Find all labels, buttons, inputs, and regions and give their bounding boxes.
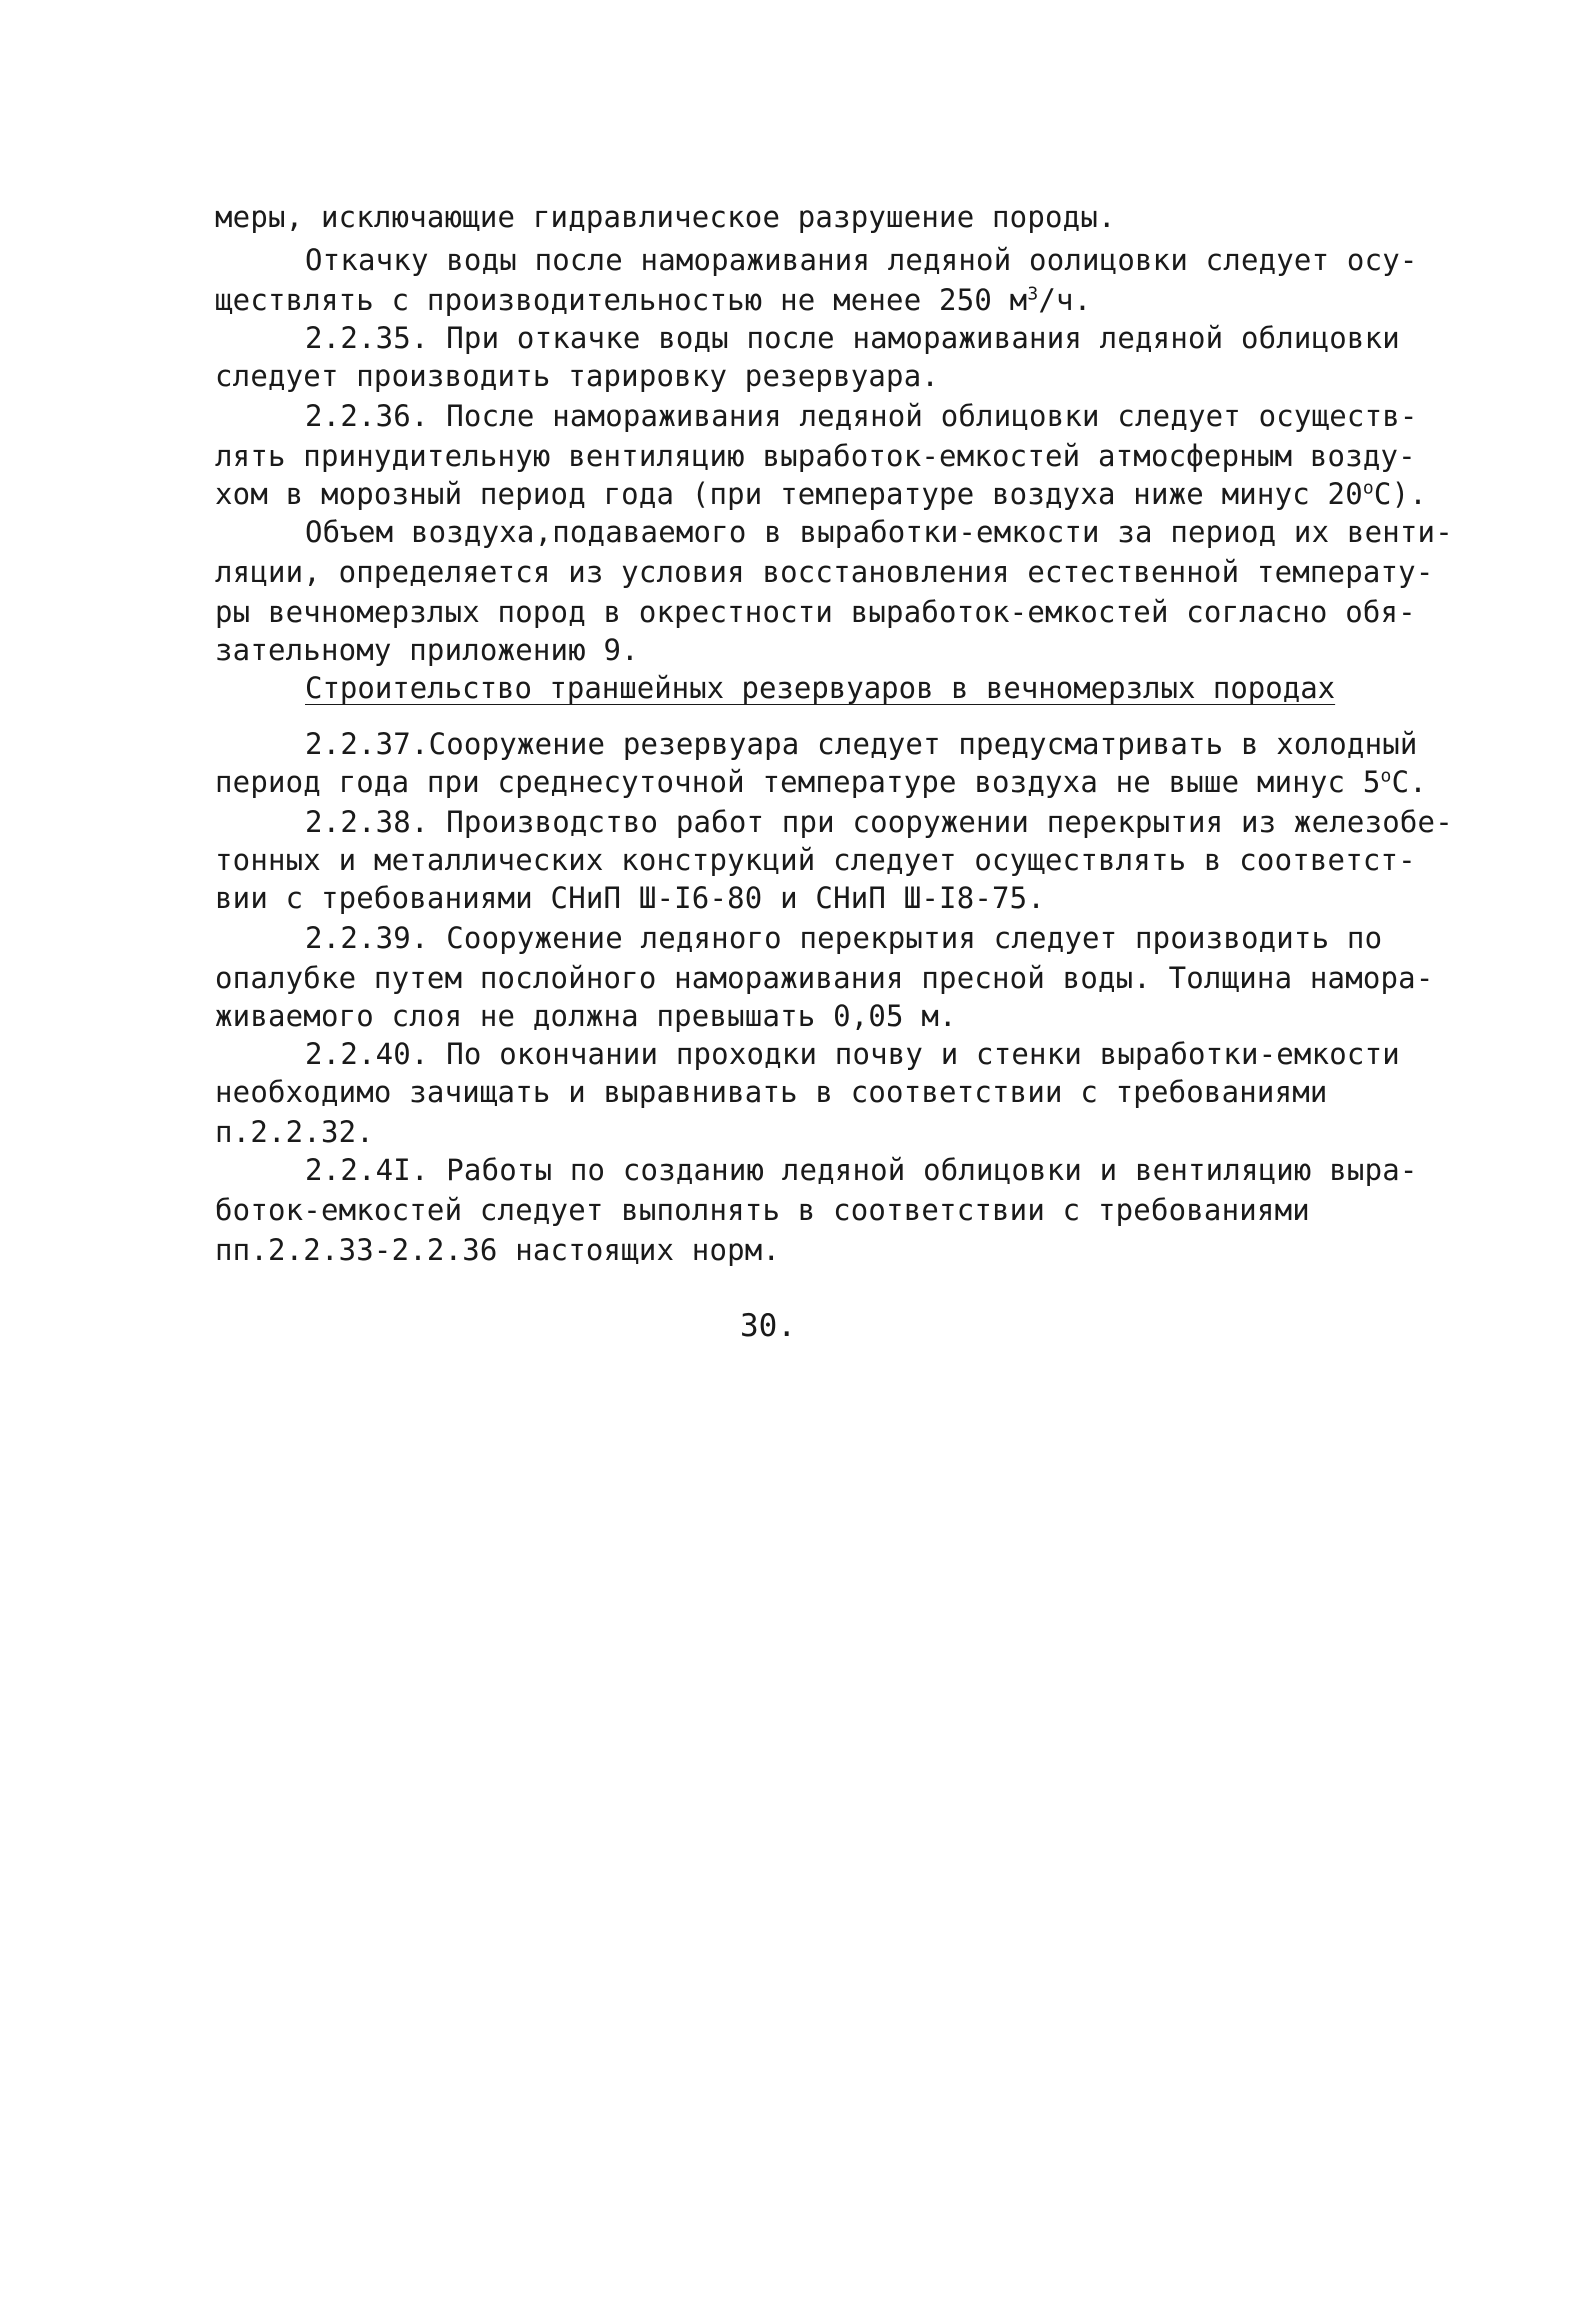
text-segment: С. bbox=[1391, 765, 1427, 799]
superscript: 3 bbox=[1027, 283, 1039, 305]
text-line: зательному приложению 9. bbox=[215, 633, 639, 667]
text-line: 2.2.37.Сооружение резервуара следует предусматривать в холодный bbox=[305, 727, 1418, 761]
text-line: Откачку воды после намораживания ледяной оолицовки следует осу- bbox=[305, 243, 1418, 277]
text-line: 2.2.4I. Работы по созданию ледяной облицовки и вентиляцию выра- bbox=[305, 1153, 1418, 1187]
text-line bbox=[215, 762, 1427, 802]
text-segment: хом в морозный период года (при температуре воздуха ниже минус 20 bbox=[215, 477, 1363, 511]
text-line bbox=[215, 474, 1427, 514]
superscript: о bbox=[1380, 765, 1392, 787]
page-number: 30. bbox=[740, 1308, 796, 1344]
text-line: боток-емкостей следует выполнять в соответствии с требованиями bbox=[215, 1193, 1310, 1227]
superscript: о bbox=[1362, 477, 1374, 499]
text-line: живаемого слоя не должна превышать 0,05 м. bbox=[215, 999, 957, 1033]
text-line: вии с требованиями СНиП Ш-I6-80 и СНиП Ш-I8-75. bbox=[215, 881, 1045, 915]
text-line: п.2.2.32. bbox=[215, 1115, 374, 1149]
text-line: 2.2.35. При откачке воды после намораживания ледяной облицовки bbox=[305, 321, 1400, 355]
text-line: 2.2.39. Сооружение ледяного перекрытия следует производить по bbox=[305, 921, 1383, 955]
text-line: 2.2.38. Производство работ при сооружении перекрытия из железобе- bbox=[305, 805, 1453, 839]
text-line: следует производить тарировку резервуара. bbox=[215, 359, 940, 393]
text-line: необходимо зачищать и выравнивать в соответствии с требованиями bbox=[215, 1075, 1328, 1109]
text-line: ры вечномерзлых пород в окрестности выработок-емкостей согласно обя- bbox=[215, 595, 1416, 629]
text-line: опалубке путем послойного намораживания пресной воды. Толщина намора- bbox=[215, 961, 1434, 995]
text-segment: /ч. bbox=[1038, 283, 1092, 317]
text-segment: С). bbox=[1373, 477, 1427, 511]
section-heading: Строительство траншейных резервуаров в вечномерзлых породах bbox=[305, 671, 1336, 705]
text-line: меры, исключающие гидравлическое разрушение породы. bbox=[215, 200, 1116, 234]
text-line: пп.2.2.33-2.2.36 настоящих норм. bbox=[215, 1233, 781, 1267]
text-line: ляции, определяется из условия восстановления естественной температу- bbox=[215, 555, 1434, 589]
text-segment: период года при среднесуточной температуре воздуха не выше минус 5 bbox=[215, 765, 1381, 799]
text-line bbox=[215, 280, 1091, 320]
text-line: тонных и металлических конструкций следует осуществлять в соответст- bbox=[215, 843, 1416, 877]
text-line: лять принудительную вентиляцию выработок-емкостей атмосферным возду- bbox=[215, 439, 1416, 473]
text-line: 2.2.36. После намораживания ледяной облицовки следует осуществ- bbox=[305, 399, 1418, 433]
text-line: 2.2.40. По окончании проходки почву и стенки выработки-емкости bbox=[305, 1037, 1400, 1071]
text-line: Объем воздуха,подаваемого в выработки-емкости за период их венти- bbox=[305, 515, 1453, 549]
text-segment: ществлять с производительностью не менее 250 м bbox=[215, 283, 1028, 317]
